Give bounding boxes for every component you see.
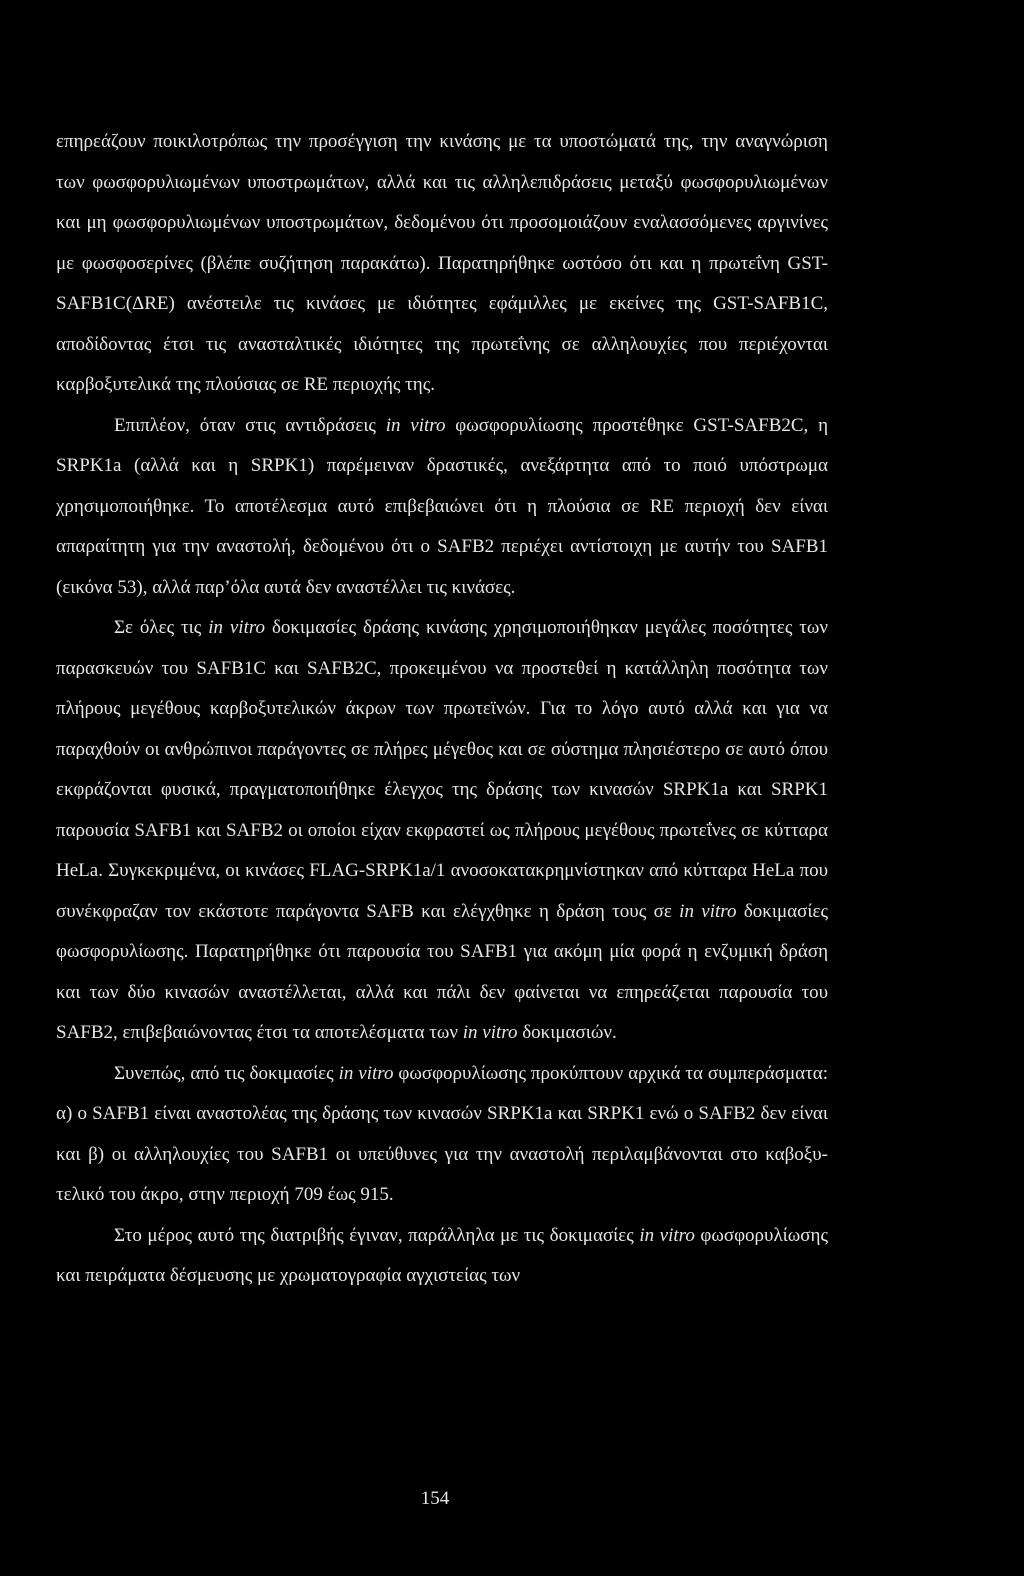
italic-term: in vitro [385, 414, 446, 436]
paragraph-1-text: επηρεάζουν ποικιλοτρόπως την προσέγγιση την κινάσης με τα υποστώματά της, την αναγνώριση των φωσφορυλιωμένων υποστρωμάτων, αλλά και τις αλληλεπιδράσεις μεταξύ φωσφορυλιωμένων και μη φωσφορυλιωμένων υποστρωμάτων, δεδομένου ότι προσομοιάζουν εναλασσόμενες αργινίνες με φωσφοσερίνες (βλέπε συζήτηση παρακάτω). Παρατηρήθηκε ωστόσο ότι και η πρωτεΐνη GST-SAFB1C(ΔRE) ανέστειλε τις κινάσες με ιδιότητες εφάμιλλες με εκείνες της GST-SAFB1C, αποδίδοντας έτσι τις ανασταλτικές ιδιότητες της πρωτεΐνης σε αλληλουχίες που περιέχονται καρβοξυτελικά της πλούσιας σε RE περιοχής της. [56, 131, 828, 395]
italic-term: in vitro [462, 1022, 518, 1043]
paragraph-4 [56, 1054, 828, 1216]
paragraph-5-text: φωσφορυλίωσης και πειράματα δέσμευσης με χρωματογραφία αγχιστείας των [56, 1224, 828, 1286]
paragraph-3-text: δοκιμασίες δράσης κινάσης χρησιμοποιήθηκαν μεγάλες ποσότητες των παρασκευών του SAFB1C και SAFB2C, προκειμένου να προστεθεί η κατάλληλη ποσότητα των πλήρους μεγέθους καρβοξυτελικών άκρων των πρωτεϊνών. Για το λόγο αυτό αλλά και για να παραχθούν οι ανθρώπινοι παράγοντες σε πλήρες μέγεθος και σε σύστημα πλησιέστερο σε αυτό όπου εκφράζονται φυσικά, πραγματοποιήθηκε έλεγχος της δράσης των κινασών SRPK1a και SRPK1 παρουσία SAFB1 και SAFB2 οι οποίοι είχαν εκφραστεί ως πλήρους μεγέθους πρωτεΐνες σε κύτταρα HeLa. Συγκεκριμένα, οι κινάσες FLAG-SRPK1a/1 ανοσοκατακρημνίστηκαν από κύτταρα HeLa που συνέκφραζαν τον εκάστοτε παράγοντα SAFB και ελέγχθηκε η δράση τους σε [56, 617, 828, 922]
paragraph-1 [56, 122, 828, 406]
paragraph-2-text: Επιπλέον, όταν στις αντιδράσεις [114, 414, 386, 436]
paragraph-3 [56, 608, 828, 1054]
paragraph-4-text: φωσφορυλίωσης προκύπτουν αρχικά τα συμπεράσματα: α) ο SAFB1 είναι αναστολέας της δράσης των κινασών SRPK1a και SRPK1 ενώ ο SAFB2 δεν είναι και β) οι αλληλουχίες του SAFB1 οι υπεύθυνες για την αναστολή περιλαμβάνονται στο καβοξυ-τελικό του άκρο, στην περιοχή 709 έως 915. [56, 1062, 828, 1205]
paragraph-5 [56, 1216, 828, 1297]
page-number: 154 [420, 1488, 450, 1509]
paragraph-5-text: Στο μέρος αυτό της διατριβής έγιναν, παράλληλα με τις δοκιμασίες [114, 1224, 640, 1246]
paragraph-3-text: δοκιμασιών. [517, 1022, 617, 1043]
page-body [56, 122, 828, 1297]
italic-term: in vitro [208, 617, 266, 638]
paragraph-4-text: Συνεπώς, από τις δοκιμασίες [114, 1062, 339, 1084]
paragraph-2-text: φωσφορυλίωσης προστέθηκε GST-SAFB2C, η SRPK1a (αλλά και η SRPK1) παρέμειναν δραστικές, ανεξάρτητα από το ποιό υπόστρωμα χρησιμοποιήθηκε. Το αποτέλεσμα αυτό επιβεβαιώνει ότι η πλούσια σε RE περιοχή δεν είναι απαραίτητη για την αναστολή, δεδομένου ότι ο SAFB2 περιέχει αντίστοιχη με αυτήν του SAFB1 (εικόνα 53), αλλά παρ’όλα αυτά δεν αναστέλλει τις κινάσες. [56, 414, 829, 598]
italic-term: in vitro [338, 1062, 394, 1084]
paragraph-2 [56, 406, 828, 609]
italic-term: in vitro [639, 1224, 695, 1246]
paragraph-3-text: Σε όλες τις [114, 617, 209, 638]
paragraph-3-text: δοκιμασίες φωσφορυλίωσης. Παρατηρήθηκε ότι παρουσία του SAFB1 για ακόμη μία φορά η ενζυμική δράση και των δύο κινασών αναστέλλεται, αλλά και πάλι δεν φαίνεται να επηρεάζεται παρουσία του SAFB2, επιβεβαιώνοντας έτσι τα αποτελέσματα των [56, 900, 828, 1043]
italic-term: in vitro [679, 900, 737, 922]
